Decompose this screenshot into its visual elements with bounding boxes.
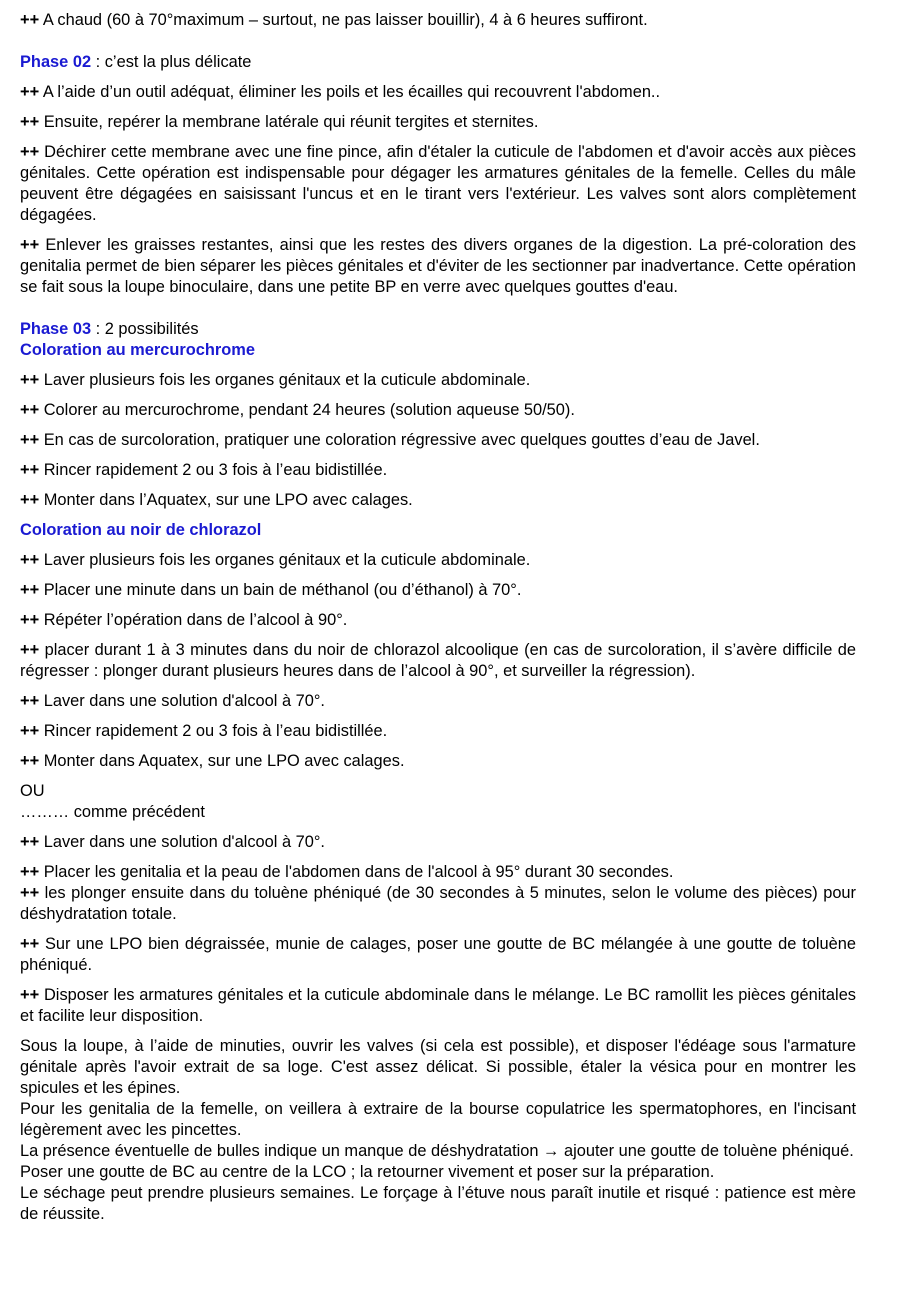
phase-03-desc: : 2 possibilités [91, 320, 199, 338]
phase-02-desc: : c’est la plus délicate [91, 53, 252, 71]
phase-02-step [20, 142, 856, 226]
bullet-marker: ++ [20, 833, 40, 851]
bullet-marker: ++ [20, 11, 40, 29]
step-text: Laver plusieurs fois les organes génitaux et la cuticule abdominale. [43, 551, 531, 569]
bc-step [20, 862, 856, 883]
closing-paragraph: La présence éventuelle de bulles indique un manque de déshydratation → ajouter une goutte de toluène phéniqué. [20, 1142, 854, 1160]
closing-paragraph: Pour les genitalia de la femelle, on veillera à extraire de la bourse copulatrice les spermatophores, en l'incisant légèrement avec les pincettes. [20, 1100, 856, 1139]
chlorazol-step [20, 550, 856, 571]
bullet-marker: ++ [20, 722, 40, 740]
bullet-marker: ++ [20, 83, 40, 101]
bullet-marker: ++ [20, 113, 40, 131]
step-text: les plonger ensuite dans du toluène phéniqué (de 30 secondes à 5 minutes, selon le volume des pièces) pour déshydratation totale. [20, 884, 857, 923]
chlorazol-step [20, 640, 856, 682]
step-text: Sur une LPO bien dégraissée, munie de calages, poser une goutte de BC mélangée à une goutte de toluène phéniqué. [20, 935, 856, 974]
bc-step [20, 832, 856, 853]
chlorazol-heading [20, 520, 856, 541]
ou-label: OU [20, 782, 45, 800]
bc-step [20, 883, 856, 925]
phase-02-label: Phase 02 [20, 53, 92, 71]
step-text: Enlever les graisses restantes, ainsi que les restes des divers organes de la digestion. La pré-coloration des genitalia permet de bien séparer les pièces génitales et d'éviter de les sectionner par inadvertance. Cette opération se fait sous la loupe binoculaire, dans une petite BP en verre avec quelques gouttes d'eau. [20, 236, 856, 296]
step-text: Rincer rapidement 2 ou 3 fois à l’eau bidistillée. [43, 722, 388, 740]
bullet-marker: ++ [20, 491, 40, 509]
intro-line [20, 10, 856, 31]
document-body [20, 10, 856, 1225]
step-text: Rincer rapidement 2 ou 3 fois à l’eau bidistillée. [43, 461, 388, 479]
chlorazol-step [20, 721, 856, 742]
spacer [20, 307, 856, 319]
step-text: En cas de surcoloration, pratiquer une coloration régressive avec quelques gouttes d’eau de Javel. [43, 431, 760, 449]
bullet-marker: ++ [20, 143, 40, 161]
chlorazol-step [20, 691, 856, 712]
mercurochrome-step [20, 400, 856, 421]
mercurochrome-step [20, 490, 856, 511]
phase-02-heading [20, 52, 856, 73]
bullet-marker: ++ [20, 611, 40, 629]
bullet-marker: ++ [20, 581, 40, 599]
closing-paragraph: Le séchage peut prendre plusieurs semaines. Le forçage à l’étuve nous paraît inutile et risqué : patience est mère de réussite. [20, 1184, 856, 1223]
step-text: Ensuite, repérer la membrane latérale qui réunit tergites et sternites. [43, 113, 539, 131]
bullet-marker: ++ [20, 884, 40, 902]
step-text: Monter dans l’Aquatex, sur une LPO avec calages. [43, 491, 413, 509]
chlorazol-step [20, 751, 856, 772]
step-text: placer durant 1 à 3 minutes dans du noir de chlorazol alcoolique (en cas de surcoloration, il s’avère difficile de régresser : plonger durant plusieurs heures dans de l’alcool à 90°, et surveiller la régression). [20, 641, 856, 680]
mercurochrome-step [20, 430, 856, 451]
step-text: Laver dans une solution d'alcool à 70°. [43, 833, 325, 851]
phase-03-heading [20, 319, 856, 340]
bullet-marker: ++ [20, 986, 40, 1004]
bc-step [20, 934, 856, 976]
chlorazol-step [20, 580, 856, 601]
mercurochrome-title: Coloration au mercurochrome [20, 341, 255, 359]
bullet-marker: ++ [20, 692, 40, 710]
step-text: Placer les genitalia et la peau de l'abdomen dans de l'alcool à 95° durant 30 secondes. [43, 863, 674, 881]
bullet-marker: ++ [20, 236, 40, 254]
bullet-marker: ++ [20, 935, 40, 953]
bc-step [20, 985, 856, 1027]
phase-02-step [20, 112, 856, 133]
step-text: Laver plusieurs fois les organes génitaux et la cuticule abdominale. [43, 371, 531, 389]
step-text: Laver dans une solution d'alcool à 70°. [43, 692, 325, 710]
step-text: Placer une minute dans un bain de méthanol (ou d’éthanol) à 70°. [43, 581, 522, 599]
chlorazol-step [20, 610, 856, 631]
step-text: Monter dans Aquatex, sur une LPO avec calages. [43, 752, 405, 770]
step-text: Répéter l’opération dans de l’alcool à 90°. [43, 611, 348, 629]
step-text: Déchirer cette membrane avec une fine pince, afin d'étaler la cuticule de l'abdomen et d'avoir accès aux pièces génitales. Cette opération est indispensable pour dégager les armatures génitales de la femelle. Celles du mâle peuvent être dégagées en saisissant l'uncus et en le tirant vers l'extérieur. Les valves sont alors complètement dégagées. [20, 143, 856, 224]
step-text: A l’aide d’un outil adéquat, éliminer les poils et les écailles qui recouvrent l'abdomen.. [42, 83, 661, 101]
mercurochrome-heading [20, 340, 856, 361]
bullet-marker: ++ [20, 752, 40, 770]
bullet-marker: ++ [20, 431, 40, 449]
bullet-marker: ++ [20, 863, 40, 881]
bullet-marker: ++ [20, 371, 40, 389]
phase-02-step [20, 82, 856, 103]
intro-text: A chaud (60 à 70°maximum – surtout, ne pas laisser bouillir), 4 à 6 heures suffiront. [42, 11, 648, 29]
closing-paragraph: Poser une goutte de BC au centre de la LCO ; la retourner vivement et poser sur la préparation. [20, 1163, 715, 1181]
mercurochrome-step [20, 370, 856, 391]
bullet-marker: ++ [20, 461, 40, 479]
bullet-marker: ++ [20, 641, 40, 659]
same-as-before-note: ……… comme précédent [20, 803, 205, 821]
chlorazol-title: Coloration au noir de chlorazol [20, 521, 262, 539]
step-text: Disposer les armatures génitales et la cuticule abdominale dans le mélange. Le BC ramollit les pièces génitales et facilite leur disposition. [20, 986, 856, 1025]
mercurochrome-step [20, 460, 856, 481]
phase-02-step [20, 235, 856, 298]
phase-03-label: Phase 03 [20, 320, 92, 338]
closing-paragraph: Sous la loupe, à l’aide de minuties, ouvrir les valves (si cela est possible), et disposer l'édéage sous l'armature génitale après l'avoir extrait de sa loge. C'est assez délicat. Si possible, étaler la vésica pour en montrer les spicules et les épines. [20, 1037, 856, 1097]
spacer [20, 40, 856, 52]
step-text: Colorer au mercurochrome, pendant 24 heures (solution aqueuse 50/50). [43, 401, 575, 419]
bullet-marker: ++ [20, 551, 40, 569]
bullet-marker: ++ [20, 401, 40, 419]
